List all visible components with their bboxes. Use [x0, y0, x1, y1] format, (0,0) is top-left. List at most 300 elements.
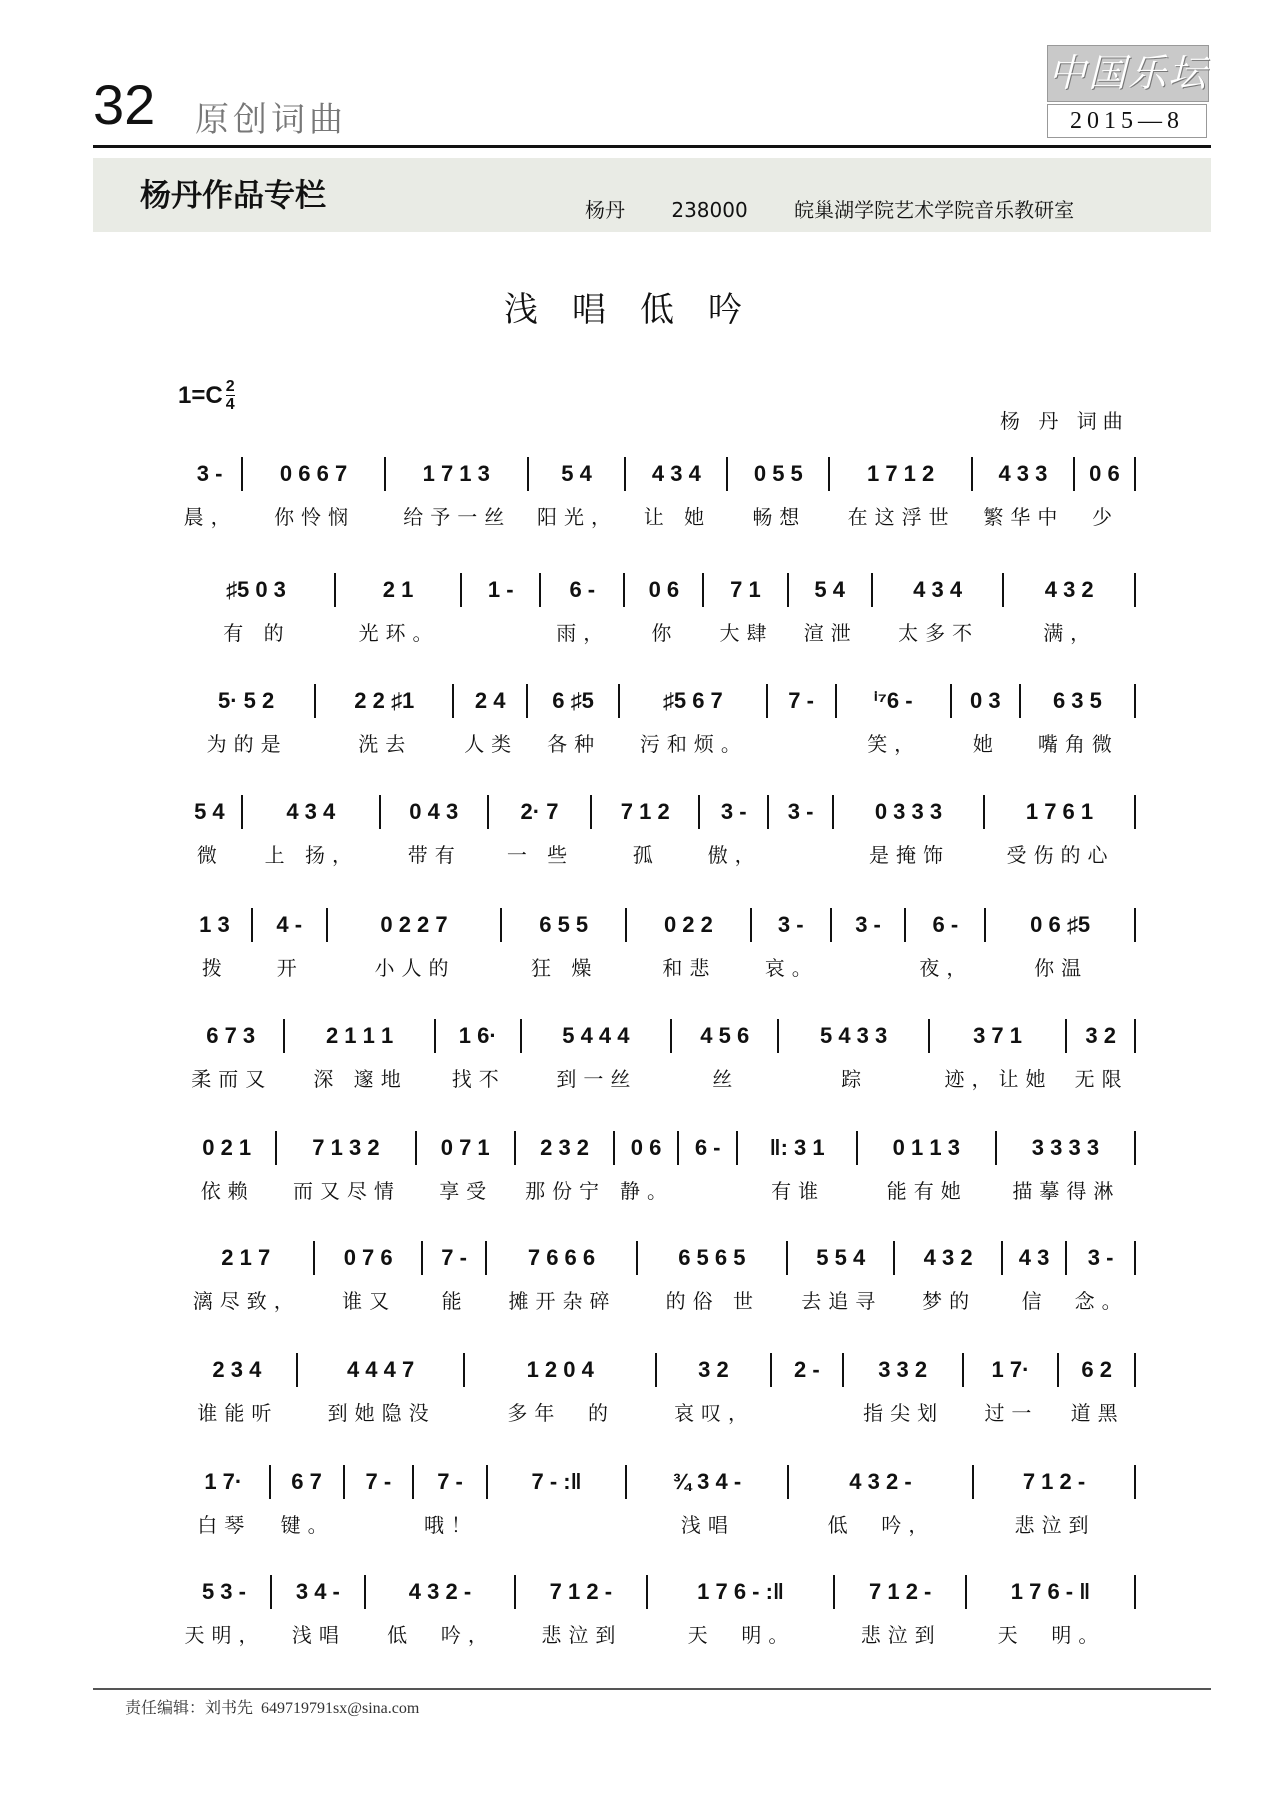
measure-lyric: 去追寻 [801, 1289, 883, 1313]
measure [178, 1353, 298, 1427]
measure [704, 573, 788, 647]
measure-notes: ¾ 3 4 - [627, 1465, 789, 1499]
measure-lyric: 小人的 [374, 956, 456, 980]
measure [386, 457, 529, 531]
author-name: 杨丹 [585, 198, 625, 222]
measure [895, 1241, 1002, 1315]
measure [178, 1465, 271, 1539]
score-line [178, 684, 1136, 758]
measure-lyric: 哀。 [764, 956, 819, 980]
composer-credit: 杨 丹 词曲 [1000, 409, 1129, 433]
measure-lyric: 哦！ [424, 1513, 479, 1537]
measure-notes: 2 2 ♯1 [316, 684, 454, 718]
measure-lyric: 你怜悯 [274, 505, 356, 529]
measure-lyric: 你温 [1034, 956, 1089, 980]
section-title: 原创词曲 [195, 100, 347, 140]
measure-notes: 6 3 5 [1021, 684, 1136, 718]
measure-notes: 6 ♯5 [528, 684, 620, 718]
measure-notes: 3 - [700, 795, 769, 829]
measure [528, 684, 620, 758]
measure [328, 908, 503, 982]
measure-lyric: 狂 燥 [531, 956, 599, 980]
measure-notes: 1 7· [964, 1353, 1060, 1387]
footer-divider [93, 1688, 1211, 1690]
measure-notes: 0 6 ♯5 [986, 908, 1136, 942]
measure [1067, 1241, 1136, 1315]
measure-notes: 6 2 [1059, 1353, 1136, 1387]
measure-notes: 1 7 1 2 [830, 457, 973, 491]
measure-notes: 2 4 [454, 684, 528, 718]
measure-notes: 2 1 1 1 [285, 1019, 435, 1053]
measure [974, 1465, 1136, 1539]
measure [178, 457, 243, 531]
measure-notes: 6 5 5 [502, 908, 627, 942]
measure-notes: 2 - [772, 1353, 844, 1387]
measure-lyric: 阳光， [537, 505, 619, 529]
measure [414, 1465, 488, 1539]
measure-lyric: 晨， [183, 505, 238, 529]
author-affiliation: 皖巢湖学院艺术学院音乐教研室 [794, 198, 1075, 222]
measure-notes: 0 2 1 [178, 1131, 277, 1165]
measure [465, 1353, 657, 1427]
measure [178, 1019, 285, 1093]
measure-notes: ♯5 0 3 [178, 573, 336, 607]
measure-lyric: 让 她 [643, 505, 712, 529]
measure [626, 457, 728, 531]
score-line [178, 795, 1136, 869]
measure-notes: 5 4 4 4 [522, 1019, 672, 1053]
measure-lyric [462, 617, 541, 647]
measure-notes: 2 3 2 [516, 1131, 615, 1165]
measure-lyric: 多年 的 [507, 1401, 616, 1425]
measure [973, 457, 1075, 531]
measure [772, 1353, 844, 1427]
measure-notes: 1 2 0 4 [465, 1353, 657, 1387]
measure-lyric: 为的是 [206, 732, 288, 756]
measure-lyric: 浅唱 [291, 1623, 346, 1647]
measure [529, 457, 627, 531]
measure-notes: 3 2 [1067, 1019, 1136, 1053]
measure [1059, 1353, 1136, 1427]
measure [837, 684, 952, 758]
measure-notes: 0 6 [1075, 457, 1136, 491]
key-signature [178, 378, 235, 413]
measure-notes: 7 - [414, 1465, 488, 1499]
measure-notes: 0 4 3 [381, 795, 489, 829]
measure [489, 795, 593, 869]
measure-notes: 7 - [345, 1465, 414, 1499]
measure-notes: ‖: 3 1 [738, 1131, 857, 1165]
author-info [585, 194, 1114, 223]
measure [638, 1241, 788, 1315]
measure-notes: 7 1 2 - [835, 1575, 966, 1609]
measure-notes: 4 3 2 [895, 1241, 1002, 1275]
measure-lyric: 你 [651, 621, 679, 645]
magazine-logo: 中国乐坛 [1047, 45, 1209, 102]
measure-lyric: 洗去 [358, 732, 413, 756]
measure [366, 1575, 516, 1649]
measure-lyric: 畅想 [752, 505, 807, 529]
measure [336, 573, 462, 647]
measure-lyric: 静。 [620, 1179, 675, 1203]
measure-lyric [345, 1509, 414, 1539]
measure [986, 908, 1136, 982]
measure-notes: 0 3 [952, 684, 1021, 718]
measure-notes: 0 6 [615, 1131, 679, 1165]
measure [873, 573, 1005, 647]
measure-notes: 7 1 2 [592, 795, 700, 829]
measure-lyric [768, 728, 837, 758]
measure [985, 795, 1136, 869]
measure-notes: 1 7 1 3 [386, 457, 529, 491]
measure-notes: 6 - [679, 1131, 739, 1165]
measure-notes: 4 3 4 [243, 795, 381, 829]
measure [769, 795, 834, 869]
measure [788, 1241, 895, 1315]
measure [502, 908, 627, 982]
measure-notes: 4 3 2 - [789, 1465, 974, 1499]
measure [345, 1465, 414, 1539]
measure-notes: 0 6 6 7 [243, 457, 386, 491]
measure-notes: 7 1 3 2 [277, 1131, 416, 1165]
measure-notes: 3 2 [657, 1353, 772, 1387]
measure [700, 795, 769, 869]
measure [454, 684, 528, 758]
measure-notes: 3 3 3 3 [997, 1131, 1136, 1165]
measure-lyric: 她 [972, 732, 1000, 756]
measure [906, 908, 986, 982]
measure [178, 1241, 315, 1315]
measure-lyric: 有谁 [771, 1179, 826, 1203]
measure [858, 1131, 997, 1205]
measure-lyric: 带有 [407, 843, 462, 867]
editor-credit: 责任编辑：刘书先 [125, 1700, 254, 1717]
measure [930, 1019, 1067, 1093]
measure [462, 573, 541, 647]
score-line [178, 1353, 1136, 1427]
measure-notes: 3 - [1067, 1241, 1136, 1275]
measure-lyric: 信 [1021, 1289, 1049, 1313]
measure-lyric: 找不 [451, 1067, 506, 1091]
measure [178, 795, 243, 869]
measure [768, 684, 837, 758]
measure-lyric: 摊开杂碎 [508, 1289, 617, 1313]
measure-lyric: 柔而又 [191, 1067, 273, 1091]
measure-notes: 7 - :‖ [488, 1465, 627, 1499]
measure-notes: 2 1 7 [178, 1241, 315, 1275]
measure [1075, 457, 1136, 531]
page-number: 32 [93, 73, 156, 136]
measure-notes: 6 - [541, 573, 625, 607]
measure-lyric: 指尖划 [863, 1401, 945, 1425]
score-line [178, 1131, 1136, 1205]
time-signature [226, 378, 235, 413]
measure-notes: 3 - [832, 908, 907, 942]
measure-lyric: 人类 [464, 732, 519, 756]
time-bottom: 4 [225, 396, 235, 413]
measure-notes: 3 - [178, 457, 243, 491]
measure [1004, 573, 1136, 647]
header-divider [93, 145, 1211, 148]
measure-notes: 7 - [423, 1241, 487, 1275]
measure-lyric: 太多不 [898, 621, 980, 645]
measure-lyric: 一 些 [506, 843, 575, 867]
measure [436, 1019, 522, 1093]
measure-lyric: 过一 [984, 1401, 1039, 1425]
measure [738, 1131, 857, 1205]
score-line [178, 1241, 1136, 1315]
measure-notes: 5 5 4 [788, 1241, 895, 1275]
measure [315, 1241, 422, 1315]
measure [316, 684, 454, 758]
measure-lyric: 谁又 [342, 1289, 397, 1313]
measure [657, 1353, 772, 1427]
measure-notes: 5 3 - [178, 1575, 272, 1609]
measure [997, 1131, 1136, 1205]
measure [381, 795, 489, 869]
score-line [178, 908, 1136, 982]
song-title: 浅唱低吟 [504, 290, 776, 330]
measure [835, 1575, 966, 1649]
measure-notes: 5 4 3 3 [779, 1019, 929, 1053]
measure-lyric: 那份宁 [525, 1179, 607, 1203]
measure-notes: 2 1 [336, 573, 462, 607]
measure-notes: 6 - [906, 908, 986, 942]
measure-lyric: 雨， [556, 621, 611, 645]
measure-lyric: 能 [441, 1289, 469, 1313]
measure [648, 1575, 836, 1649]
measure [488, 1465, 627, 1539]
score-line [178, 1575, 1136, 1649]
measure-notes: 1 7 6 - :‖ [648, 1575, 836, 1609]
score-line [178, 457, 1136, 531]
measure-lyric: 梦的 [922, 1289, 977, 1313]
measure [1003, 1241, 1067, 1315]
measure-lyric: 道黑 [1070, 1401, 1125, 1425]
measure-lyric: 在这浮世 [847, 505, 956, 529]
measure [298, 1353, 466, 1427]
measure-lyric [772, 1397, 844, 1427]
measure [728, 457, 830, 531]
measure [243, 795, 381, 869]
measure [423, 1241, 487, 1315]
measure-notes: 4 3 4 [873, 573, 1005, 607]
measure-notes: 1 3 [178, 908, 253, 942]
measure-notes: ♯5 6 7 [620, 684, 767, 718]
measure [487, 1241, 637, 1315]
measure-notes: 1 7· [178, 1465, 271, 1499]
measure-lyric: 光环。 [358, 621, 440, 645]
score-line [178, 1465, 1136, 1539]
measure-lyric: 微 [196, 843, 224, 867]
measure-notes: 0 2 2 7 [328, 908, 503, 942]
measure [789, 573, 873, 647]
measure-lyric: 低 吟， [387, 1623, 495, 1647]
measure-lyric: 而又尽情 [292, 1179, 401, 1203]
measure-lyric: 有 的 [223, 621, 291, 645]
measure-notes: 4 - [253, 908, 328, 942]
measure-notes: 3 - [769, 795, 834, 829]
measure-notes: 4 3 [1003, 1241, 1067, 1275]
measure-lyric [832, 952, 907, 982]
measure-lyric: 能有她 [886, 1179, 968, 1203]
measure-lyric: 深 邃地 [313, 1067, 408, 1091]
measure [620, 684, 767, 758]
author-postcode: 238000 [671, 198, 748, 222]
measure-lyric: 悲泣到 [860, 1623, 942, 1647]
measure-notes: 5 4 [789, 573, 873, 607]
measure-lyric: 依赖 [200, 1179, 255, 1203]
column-title: 杨丹作品专栏 [140, 178, 326, 214]
measure-lyric: 大肆 [719, 621, 774, 645]
time-top: 2 [225, 378, 235, 395]
measure-notes: 7 - [768, 684, 837, 718]
measure-lyric: 享受 [439, 1179, 494, 1203]
measure-notes: 5· 5 2 [178, 684, 316, 718]
measure-lyric: 迹，让她 [944, 1067, 1053, 1091]
measure [516, 1131, 615, 1205]
measure [277, 1131, 416, 1205]
measure-lyric: 嘴角微 [1037, 732, 1119, 756]
measure-lyric: 是掩饰 [868, 843, 950, 867]
measure-notes: 0 5 5 [728, 457, 830, 491]
footer [125, 1695, 419, 1718]
measure [516, 1575, 647, 1649]
measure-lyric: 渲泄 [803, 621, 858, 645]
measure-notes: 4 3 2 - [366, 1575, 516, 1609]
measure-lyric: 污和烦。 [639, 732, 748, 756]
measure [834, 795, 985, 869]
measure-notes: 4 3 3 [973, 457, 1075, 491]
issue-number: 2015—8 [1047, 104, 1207, 138]
measure [830, 457, 973, 531]
measure-notes: 4 3 4 [626, 457, 728, 491]
measure [679, 1131, 739, 1205]
measure-lyric: 天 明。 [687, 1623, 796, 1647]
measure-notes: 1 7 6 1 [985, 795, 1136, 829]
measure-notes: 7 1 2 - [974, 1465, 1136, 1499]
measure-notes: 5 4 [529, 457, 627, 491]
measure [243, 457, 386, 531]
key-label: 1=C [178, 381, 223, 409]
measure-lyric: 悲泣到 [1014, 1513, 1096, 1537]
measure-notes: 3 4 - [272, 1575, 366, 1609]
measure-notes: 1 6· [436, 1019, 522, 1053]
measure [522, 1019, 672, 1093]
measure-notes: 6 7 [271, 1465, 345, 1499]
measure [625, 573, 704, 647]
measure [752, 908, 832, 982]
measure [627, 1465, 789, 1539]
measure-lyric: 受伤的心 [1006, 843, 1115, 867]
measure [627, 908, 752, 982]
measure-lyric: 夜， [919, 956, 974, 980]
measure-notes: 7 1 2 - [516, 1575, 647, 1609]
measure-notes: 0 6 [625, 573, 704, 607]
measure-lyric [769, 839, 834, 869]
measure-lyric: 无限 [1074, 1067, 1129, 1091]
measure-lyric: 低 吟， [827, 1513, 936, 1537]
measure-lyric: 到一丝 [556, 1067, 638, 1091]
measure [967, 1575, 1136, 1649]
measure-lyric: 悲泣到 [541, 1623, 623, 1647]
measure-notes: 0 1 1 3 [858, 1131, 997, 1165]
measure-notes: ⁱ⁷6 - [837, 684, 952, 718]
measure-lyric: 丝 [712, 1067, 740, 1091]
measure-lyric: 少 [1091, 505, 1119, 529]
measure [779, 1019, 929, 1093]
measure-lyric: 漓尽致， [192, 1289, 301, 1313]
measure-notes: 4 4 4 7 [298, 1353, 466, 1387]
measure-notes: 3 7 1 [930, 1019, 1067, 1053]
measure-notes: 1 7 6 - ‖ [967, 1575, 1136, 1609]
measure-lyric: 开 [276, 956, 304, 980]
measure [1021, 684, 1136, 758]
measure-notes: 7 1 [704, 573, 788, 607]
measure [178, 684, 316, 758]
measure-lyric: 各种 [547, 732, 602, 756]
measure-lyric: 天 明。 [997, 1623, 1106, 1647]
measure [672, 1019, 779, 1093]
measure-lyric: 傲， [707, 843, 762, 867]
measure-notes: 4 3 2 [1004, 573, 1136, 607]
measure-notes: 3 - [752, 908, 832, 942]
measure-lyric: 浅唱 [680, 1513, 735, 1537]
score-line [178, 1019, 1136, 1093]
measure-notes: 7 6 6 6 [487, 1241, 637, 1275]
measure [178, 908, 253, 982]
measure [964, 1353, 1060, 1427]
measure-notes: 0 3 3 3 [834, 795, 985, 829]
measure-lyric: 天明， [184, 1623, 266, 1647]
measure-notes: 6 5 6 5 [638, 1241, 788, 1275]
measure-lyric: 满， [1043, 621, 1098, 645]
measure-notes: 3 3 2 [844, 1353, 964, 1387]
measure [272, 1575, 366, 1649]
measure [253, 908, 328, 982]
measure-lyric: 到她隐没 [327, 1401, 436, 1425]
measure-lyric: 的俗 世 [665, 1289, 761, 1313]
measure [592, 795, 700, 869]
measure [832, 908, 907, 982]
measure [789, 1465, 974, 1539]
measure-notes: 2· 7 [489, 795, 593, 829]
measure-lyric: 和悲 [662, 956, 717, 980]
score-line [178, 573, 1136, 647]
measure-lyric: 笑， [867, 732, 922, 756]
measure [541, 573, 625, 647]
measure-lyric: 念。 [1074, 1289, 1129, 1313]
measure-notes: 6 7 3 [178, 1019, 285, 1053]
measure [178, 1575, 272, 1649]
measure-lyric: 繁华中 [983, 505, 1065, 529]
measure-notes: 0 2 2 [627, 908, 752, 942]
measure-lyric: 白琴 [197, 1513, 252, 1537]
measure [844, 1353, 964, 1427]
measure-lyric: 拨 [201, 956, 229, 980]
measure-lyric: 踪 [841, 1067, 869, 1091]
measure-lyric: 描摹得淋 [1012, 1179, 1121, 1203]
measure [178, 573, 336, 647]
measure-lyric: 键。 [280, 1513, 335, 1537]
measure-lyric [488, 1509, 627, 1539]
measure-notes: 4 5 6 [672, 1019, 779, 1053]
measure [285, 1019, 435, 1093]
measure [271, 1465, 345, 1539]
editor-email: 649719791sx@sina.com [261, 1700, 420, 1717]
measure [417, 1131, 516, 1205]
measure-notes: 0 7 6 [315, 1241, 422, 1275]
